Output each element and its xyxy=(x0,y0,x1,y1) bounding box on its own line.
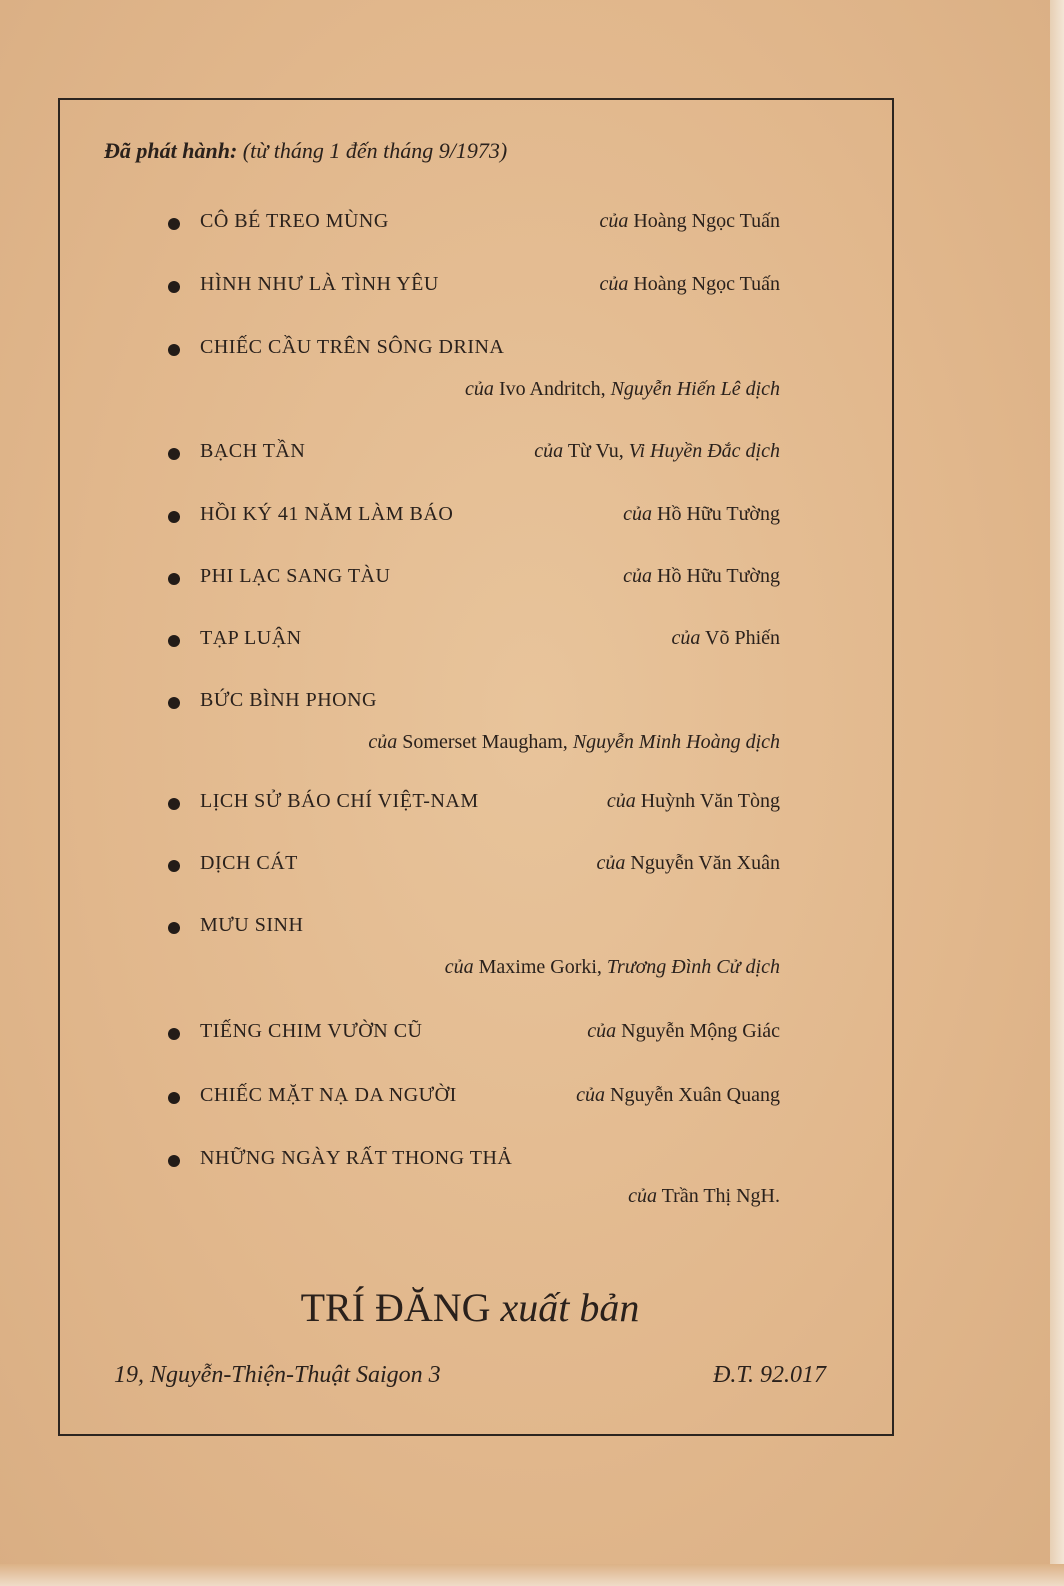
paper-edge-bottom xyxy=(0,1564,1064,1586)
by-label: của xyxy=(606,790,636,812)
book-item xyxy=(168,852,780,882)
book-translator: Nguyễn Hiến Lê dịch xyxy=(610,378,780,400)
book-author-line xyxy=(623,503,780,526)
publisher-name: TRÍ ĐĂNG xyxy=(300,1285,491,1330)
bullet-icon xyxy=(168,218,180,230)
book-item xyxy=(168,1147,780,1207)
book-item xyxy=(168,210,780,240)
book-item xyxy=(168,914,780,978)
book-author-line xyxy=(607,790,780,813)
book-title: PHI LẠC SANG TÀU xyxy=(200,565,391,587)
by-label: của xyxy=(444,956,474,978)
by-label: của xyxy=(534,440,564,462)
book-title: HÌNH NHƯ LÀ TÌNH YÊU xyxy=(200,273,439,295)
release-header xyxy=(104,138,507,164)
by-label: của xyxy=(587,1020,617,1042)
by-label: của xyxy=(596,852,626,874)
by-label: của xyxy=(671,627,701,649)
by-label: của xyxy=(599,273,629,295)
book-author: Võ Phiến xyxy=(705,627,780,649)
book-translator: Nguyễn Minh Hoàng dịch xyxy=(572,731,780,753)
bullet-icon xyxy=(168,798,180,810)
book-author: Hồ Hữu Tường xyxy=(657,503,780,525)
book-item xyxy=(168,1020,780,1050)
book-author-line xyxy=(628,1185,780,1208)
book-author-line xyxy=(597,852,781,875)
by-label: của xyxy=(623,503,652,525)
book-author: Nguyễn Xuân Quang xyxy=(610,1084,780,1106)
bullet-icon xyxy=(168,448,180,460)
book-item xyxy=(168,689,780,753)
book-author: Nguyễn Văn Xuân xyxy=(630,852,780,874)
book-item xyxy=(168,627,780,657)
book-title: LỊCH SỬ BÁO CHÍ VIỆT-NAM xyxy=(200,790,479,812)
book-item xyxy=(168,336,780,400)
book-author-line xyxy=(534,440,780,463)
bullet-icon xyxy=(168,1155,180,1167)
book-item xyxy=(168,503,780,533)
by-label: của xyxy=(628,1185,657,1207)
bullet-icon xyxy=(168,573,180,585)
book-author-line xyxy=(445,956,780,979)
header-date-range: (từ tháng 1 đến tháng 9/1973) xyxy=(242,138,508,163)
by-label: của xyxy=(576,1084,606,1106)
book-item xyxy=(168,440,780,470)
book-author: Huỳnh Văn Tòng xyxy=(640,790,780,812)
publisher-phone: Đ.T. 92.017 xyxy=(713,1362,826,1388)
by-label: của xyxy=(368,731,398,753)
bullet-icon xyxy=(168,511,180,523)
book-author-line xyxy=(465,378,780,401)
bullet-icon xyxy=(168,697,180,709)
book-title: DỊCH CÁT xyxy=(200,852,298,874)
book-translator: Trương Đình Cử dịch xyxy=(606,956,780,978)
book-author-line xyxy=(671,627,780,650)
bullet-icon xyxy=(168,635,180,647)
publisher-role: xuất bản xyxy=(500,1285,640,1330)
header-lead: Đã phát hành: xyxy=(104,138,238,163)
book-item xyxy=(168,1084,780,1114)
book-title: CHIẾC CẦU TRÊN SÔNG DRINA xyxy=(200,336,505,358)
book-author-line xyxy=(576,1084,780,1107)
book-item xyxy=(168,565,780,595)
book-title: TIẾNG CHIM VƯỜN CŨ xyxy=(200,1020,423,1042)
book-author: Hoàng Ngọc Tuấn xyxy=(633,273,780,295)
book-title: MƯU SINH xyxy=(200,914,304,936)
book-item xyxy=(168,790,780,820)
book-author: Hồ Hữu Tường xyxy=(657,565,780,587)
by-label: của xyxy=(599,210,629,232)
book-author: Somerset Maugham, xyxy=(402,731,568,753)
publisher-address: 19, Nguyễn-Thiện-Thuật Saigon 3 xyxy=(114,1362,441,1388)
bullet-icon xyxy=(168,860,180,872)
book-title: CÔ BÉ TREO MÙNG xyxy=(200,210,389,232)
bullet-icon xyxy=(168,1028,180,1040)
bullet-icon xyxy=(168,922,180,934)
book-title: BẠCH TẦN xyxy=(200,440,306,462)
book-title: HỒI KÝ 41 NĂM LÀM BÁO xyxy=(200,503,454,525)
book-author-line xyxy=(599,210,780,233)
by-label: của xyxy=(465,378,494,400)
book-item xyxy=(168,273,780,303)
book-author: Trần Thị NgH. xyxy=(661,1185,780,1207)
bullet-icon xyxy=(168,344,180,356)
publisher-line xyxy=(0,1284,940,1331)
book-title: CHIẾC MẶT NẠ DA NGƯỜI xyxy=(200,1084,457,1106)
book-author: Nguyễn Mộng Giác xyxy=(621,1020,780,1042)
book-author: Hoàng Ngọc Tuấn xyxy=(633,210,780,232)
book-author-line xyxy=(587,1020,780,1043)
paper-edge-right xyxy=(1050,0,1064,1586)
book-author-line xyxy=(623,565,780,588)
book-translator: Vi Huyền Đắc dịch xyxy=(628,440,780,462)
book-title: NHỮNG NGÀY RẤT THONG THẢ xyxy=(200,1147,513,1169)
book-author: Maxime Gorki, xyxy=(478,956,602,978)
bullet-icon xyxy=(168,281,180,293)
book-title: TẠP LUẬN xyxy=(200,627,302,649)
bullet-icon xyxy=(168,1092,180,1104)
by-label: của xyxy=(623,565,652,587)
book-title: BỨC BÌNH PHONG xyxy=(200,689,377,711)
book-author: Từ Vu, xyxy=(567,440,624,462)
book-author: Ivo Andritch, xyxy=(498,378,606,400)
book-author-line xyxy=(599,273,780,296)
book-author-line xyxy=(368,731,780,754)
